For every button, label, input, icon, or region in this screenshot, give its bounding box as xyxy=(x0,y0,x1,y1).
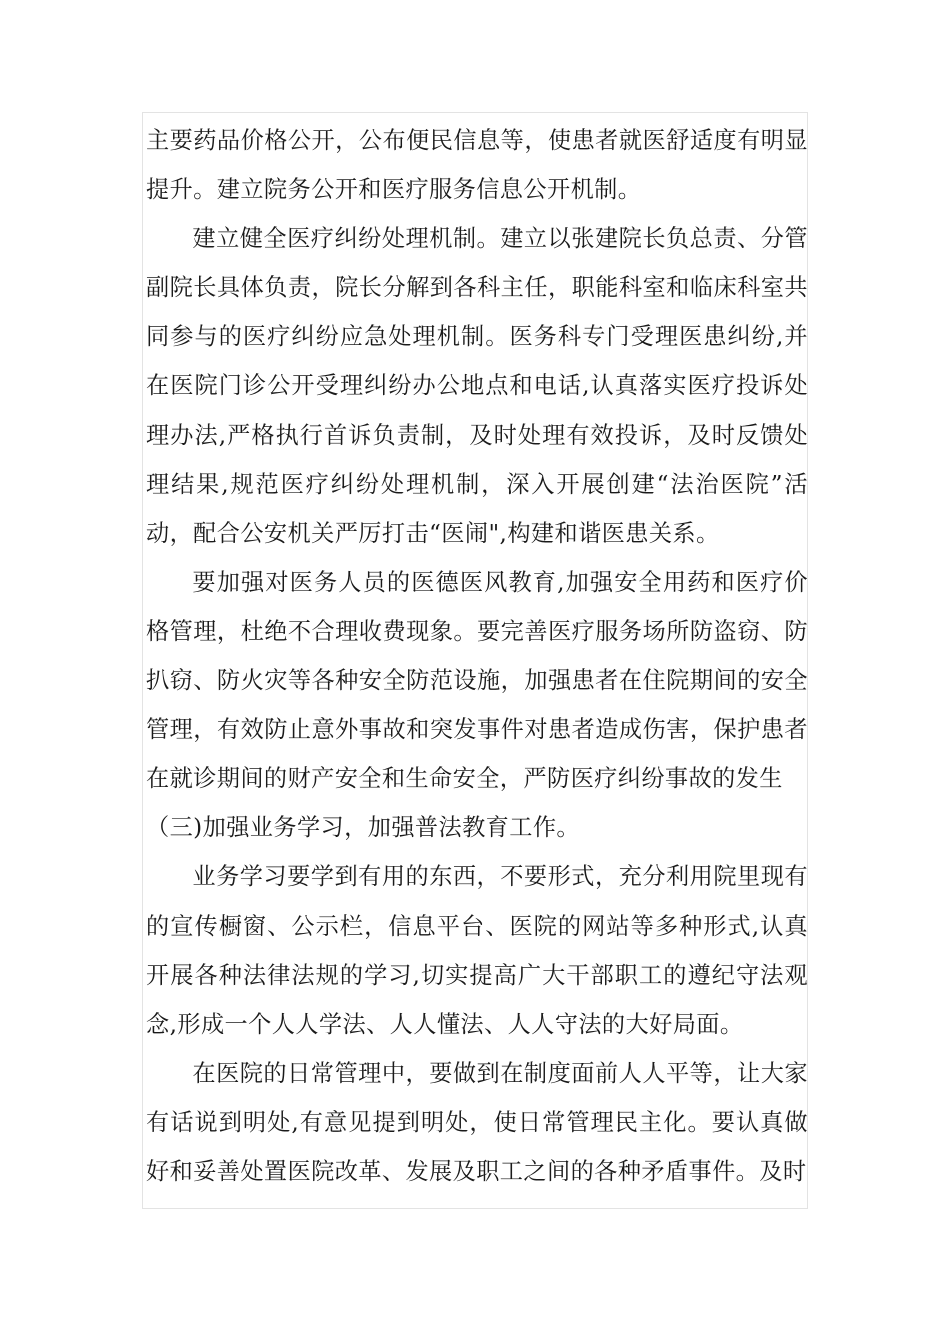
paragraph-1: 主要药品价格公开，公布便民信息等，使患者就医舒适度有明显提升。建立院务公开和医疗服务信息公开机制。 xyxy=(146,127,808,204)
document-body xyxy=(146,116,808,1196)
paragraph-4: 业务学习要学到有用的东西，不要形式，充分利用院里现有的宣传橱窗、公示栏，信息平台、医院的网站等多种形式,认真开展各种法律法规的学习,切实提高广大干部职工的遵纪守法观念,形成一个人人学法、人人懂法、人人守法的大好局面。 xyxy=(146,863,808,1038)
paragraph-5: 在医院的日常管理中，要做到在制度面前人人平等，让大家有话说到明处,有意见提到明处，使日常管理民主化。要认真做好和妥善处置医院改革、发展及职工之间的各种矛盾事件。及时 xyxy=(146,1059,808,1185)
section-heading: （三)加强业务学习，加强普法教育工作。 xyxy=(146,814,581,842)
paragraph-2: 建立健全医疗纠纷处理机制。建立以张建院长负总责、分管副院长具体负责，院长分解到各科主任，职能科室和临床科室共同参与的医疗纠纷应急处理机制。医务科专门受理医患纠纷,并在医院门诊公开受理纠纷办公地点和电话,认真落实医疗投诉处理办法,严格执行首诉负责制，及时处理有效投诉，及时反馈处理结果,规范医疗纠纷处理机制，深入开展创建“法治医院”活动，配合公安机关严厉打击“医闹",构建和谐医患关系。 xyxy=(146,225,808,547)
paragraph-3: 要加强对医务人员的医德医风教育,加强安全用药和医疗价格管理，杜绝不合理收费现象。要完善医疗服务场所防盗窃、防扒窃、防火灾等各种安全防范设施，加强患者在住院期间的安全管理，有效防止意外事故和突发事件对患者造成伤害，保护患者在就诊期间的财产安全和生命安全，严防医疗纠纷事故的发生 xyxy=(146,568,808,793)
